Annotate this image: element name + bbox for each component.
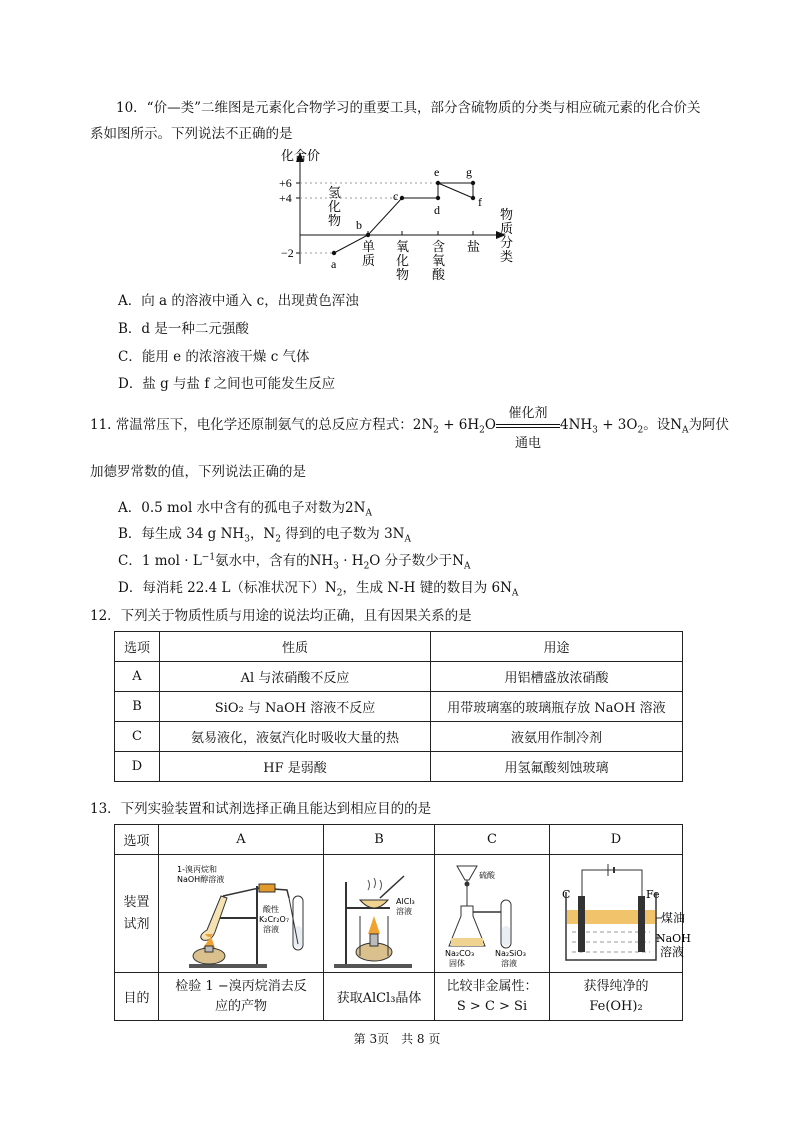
q11-stem: 11. 常温常压下，电化学还原制氨气的总反应方程式：$2N_2 + 6H_2O$ 催化剂 通电 $4NH_3 + 3O_2$。设$N_A$为阿伏 bbox=[90, 413, 729, 436]
apparatus-c-drawing bbox=[435, 856, 549, 972]
svg-text:酸性: 酸性 bbox=[263, 904, 279, 914]
table-header-row bbox=[115, 632, 683, 662]
q11-option-b: B．每生成 34 g $NH_3$，$N_2$ 得到的电子数为 $3N_A$ bbox=[118, 526, 411, 545]
point-g bbox=[471, 181, 475, 185]
apparatus-row bbox=[115, 855, 683, 973]
point-label-f: f bbox=[478, 195, 482, 209]
q12-table bbox=[114, 631, 683, 782]
q10-stem-line1: 10．“价—类”二维图是元素化合物学习的重要工具，部分含硫物质的分类与相应硫元素的化合价关 bbox=[116, 100, 701, 116]
q10-option-a: A．向 a 的溶液中通入 c，出现黄色浑浊 bbox=[118, 293, 359, 309]
category-hydride: 氢化物 bbox=[328, 185, 342, 228]
point-e bbox=[436, 181, 440, 185]
category-oxyacid: 含氧酸 bbox=[432, 239, 446, 282]
svg-text:溶液: 溶液 bbox=[263, 924, 279, 934]
point-label-a: a bbox=[331, 257, 337, 271]
svg-text:硫酸: 硫酸 bbox=[479, 870, 495, 880]
q10-option-d: D．盐 g 与盐 f 之间也可能发生反应 bbox=[118, 376, 336, 392]
q13-stem: 13．下列实验装置和试剂选择正确且能达到相应目的的是 bbox=[90, 801, 432, 817]
apparatus-b bbox=[324, 855, 435, 973]
svg-text:1-溴丙烷和: 1-溴丙烷和 bbox=[177, 864, 217, 874]
valence-class-diagram bbox=[270, 143, 530, 282]
point-label-b: b bbox=[356, 218, 362, 232]
header-use: 用途 bbox=[431, 632, 683, 662]
q10-option-b: B．d 是一种二元强酸 bbox=[118, 321, 249, 337]
apparatus-b-drawing bbox=[324, 856, 434, 972]
purpose-c: 比较非金属性： S > C > Si bbox=[435, 973, 550, 1021]
page-footer: 第 3页 共 8 页 bbox=[353, 1032, 441, 1046]
q10-stem-line2: 系如图所示。下列说法不正确的是 bbox=[90, 126, 293, 142]
q13-table bbox=[114, 824, 691, 1021]
q10-option-c: C．能用 e 的浓溶液干燥 c 气体 bbox=[118, 349, 310, 365]
y-tick-plus6: +6 bbox=[279, 176, 292, 190]
svg-text:溶液: 溶液 bbox=[501, 958, 517, 968]
point-d bbox=[436, 196, 440, 200]
q11-stem-line2: 加德罗常数的值，下列说法正确的是 bbox=[90, 464, 306, 480]
catalyst-label: 催化剂 bbox=[508, 405, 548, 421]
point-label-g: g bbox=[466, 165, 472, 179]
q11-stem-post2: 为阿伏 bbox=[688, 417, 730, 433]
category-oxide: 氧化物 bbox=[396, 239, 410, 282]
apparatus-d bbox=[550, 855, 691, 973]
y-tick-minus2: −2 bbox=[281, 246, 294, 260]
table-row: A Al 与浓硝酸不反应 用铝槽盛放浓硝酸 bbox=[115, 662, 683, 692]
point-a bbox=[332, 251, 336, 255]
svg-text:溶液: 溶液 bbox=[396, 906, 412, 916]
y-tick-plus4: +4 bbox=[279, 191, 292, 205]
table-row: C 氨易液化，液氨汽化时吸收大量的热 液氨用作制冷剂 bbox=[115, 722, 683, 752]
q11-option-d: D．每消耗 22.4 L（标准状况下）$N_2$，生成 N-H 键的数目为 $6N_A$ bbox=[118, 580, 519, 599]
purpose-b: 获取AlCl₃晶体 bbox=[324, 973, 435, 1021]
path-e-f bbox=[438, 183, 473, 198]
header-option: 选项 bbox=[115, 632, 160, 662]
category-element: 单质 bbox=[362, 239, 376, 268]
q11-option-c: C．1 mol · $L^{-1}$氨水中，含有的$NH_3 \cdot H_2O$ 分子数少于$N_A$ bbox=[118, 552, 471, 572]
svg-text:AlCl₃: AlCl₃ bbox=[396, 896, 415, 906]
path-a-b-c-d bbox=[334, 198, 438, 253]
svg-text:煤油: 煤油 bbox=[661, 910, 686, 925]
apparatus-c bbox=[435, 855, 550, 973]
x-axis-label: 物质分类 bbox=[500, 207, 514, 264]
category-salt: 盐 bbox=[467, 239, 481, 254]
header-property: 性质 bbox=[160, 632, 431, 662]
electric-label: 通电 bbox=[514, 435, 541, 451]
table-row: B SiO₂ 与 NaOH 溶液不反应 用带玻璃塞的玻璃瓶存放 NaOH 溶液 bbox=[115, 692, 683, 722]
svg-text:溶液: 溶液 bbox=[660, 944, 685, 959]
y-axis-label: 化合价 bbox=[281, 148, 321, 163]
purpose-row: 目的 检验 1 −溴丙烷消去反 应的产物 获取AlCl₃晶体 比较非金属性： S > C > Si 获得纯净的 Fe(OH)₂ bbox=[115, 973, 683, 1021]
table-header-row: 选项 A B C D bbox=[115, 825, 683, 855]
purpose-d: 获得纯净的 Fe(OH)₂ bbox=[550, 973, 683, 1021]
table-row: D HF 是弱酸 用氢氟酸刻蚀玻璃 bbox=[115, 752, 683, 782]
point-label-e: e bbox=[434, 165, 440, 179]
point-label-d: d bbox=[434, 203, 440, 217]
svg-text:NaOH: NaOH bbox=[656, 931, 691, 945]
point-label-c: c bbox=[393, 189, 399, 203]
svg-text:固体: 固体 bbox=[449, 958, 465, 968]
svg-text:NaOH醇溶液: NaOH醇溶液 bbox=[177, 874, 225, 884]
apparatus-label: 装置 试剂 bbox=[115, 855, 159, 973]
apparatus-a bbox=[159, 855, 324, 973]
q12-stem: 12．下列关于物质性质与用途的说法均正确，且有因果关系的是 bbox=[90, 608, 472, 624]
svg-text:Fe: Fe bbox=[646, 887, 660, 901]
svg-text:K₂Cr₂O₇: K₂Cr₂O₇ bbox=[259, 914, 290, 924]
purpose-a: 检验 1 −溴丙烷消去反 应的产物 bbox=[159, 973, 324, 1021]
q11-stem-pre: 11. 常温常压下，电化学还原制氨气的总反应方程式： bbox=[90, 417, 413, 433]
point-b bbox=[366, 233, 370, 237]
point-f bbox=[471, 196, 475, 200]
q11-option-a: A．0.5 mol 水中含有的孤电子对数为$2N_A$ bbox=[118, 500, 372, 519]
svg-text:Na₂SiO₃: Na₂SiO₃ bbox=[495, 948, 526, 958]
svg-text:Na₂CO₃: Na₂CO₃ bbox=[445, 948, 475, 958]
apparatus-a-drawing bbox=[159, 856, 323, 972]
point-c bbox=[400, 196, 404, 200]
svg-text:C: C bbox=[562, 887, 571, 901]
q11-stem-post: 。设N bbox=[643, 417, 683, 433]
apparatus-d-drawing bbox=[550, 856, 691, 972]
